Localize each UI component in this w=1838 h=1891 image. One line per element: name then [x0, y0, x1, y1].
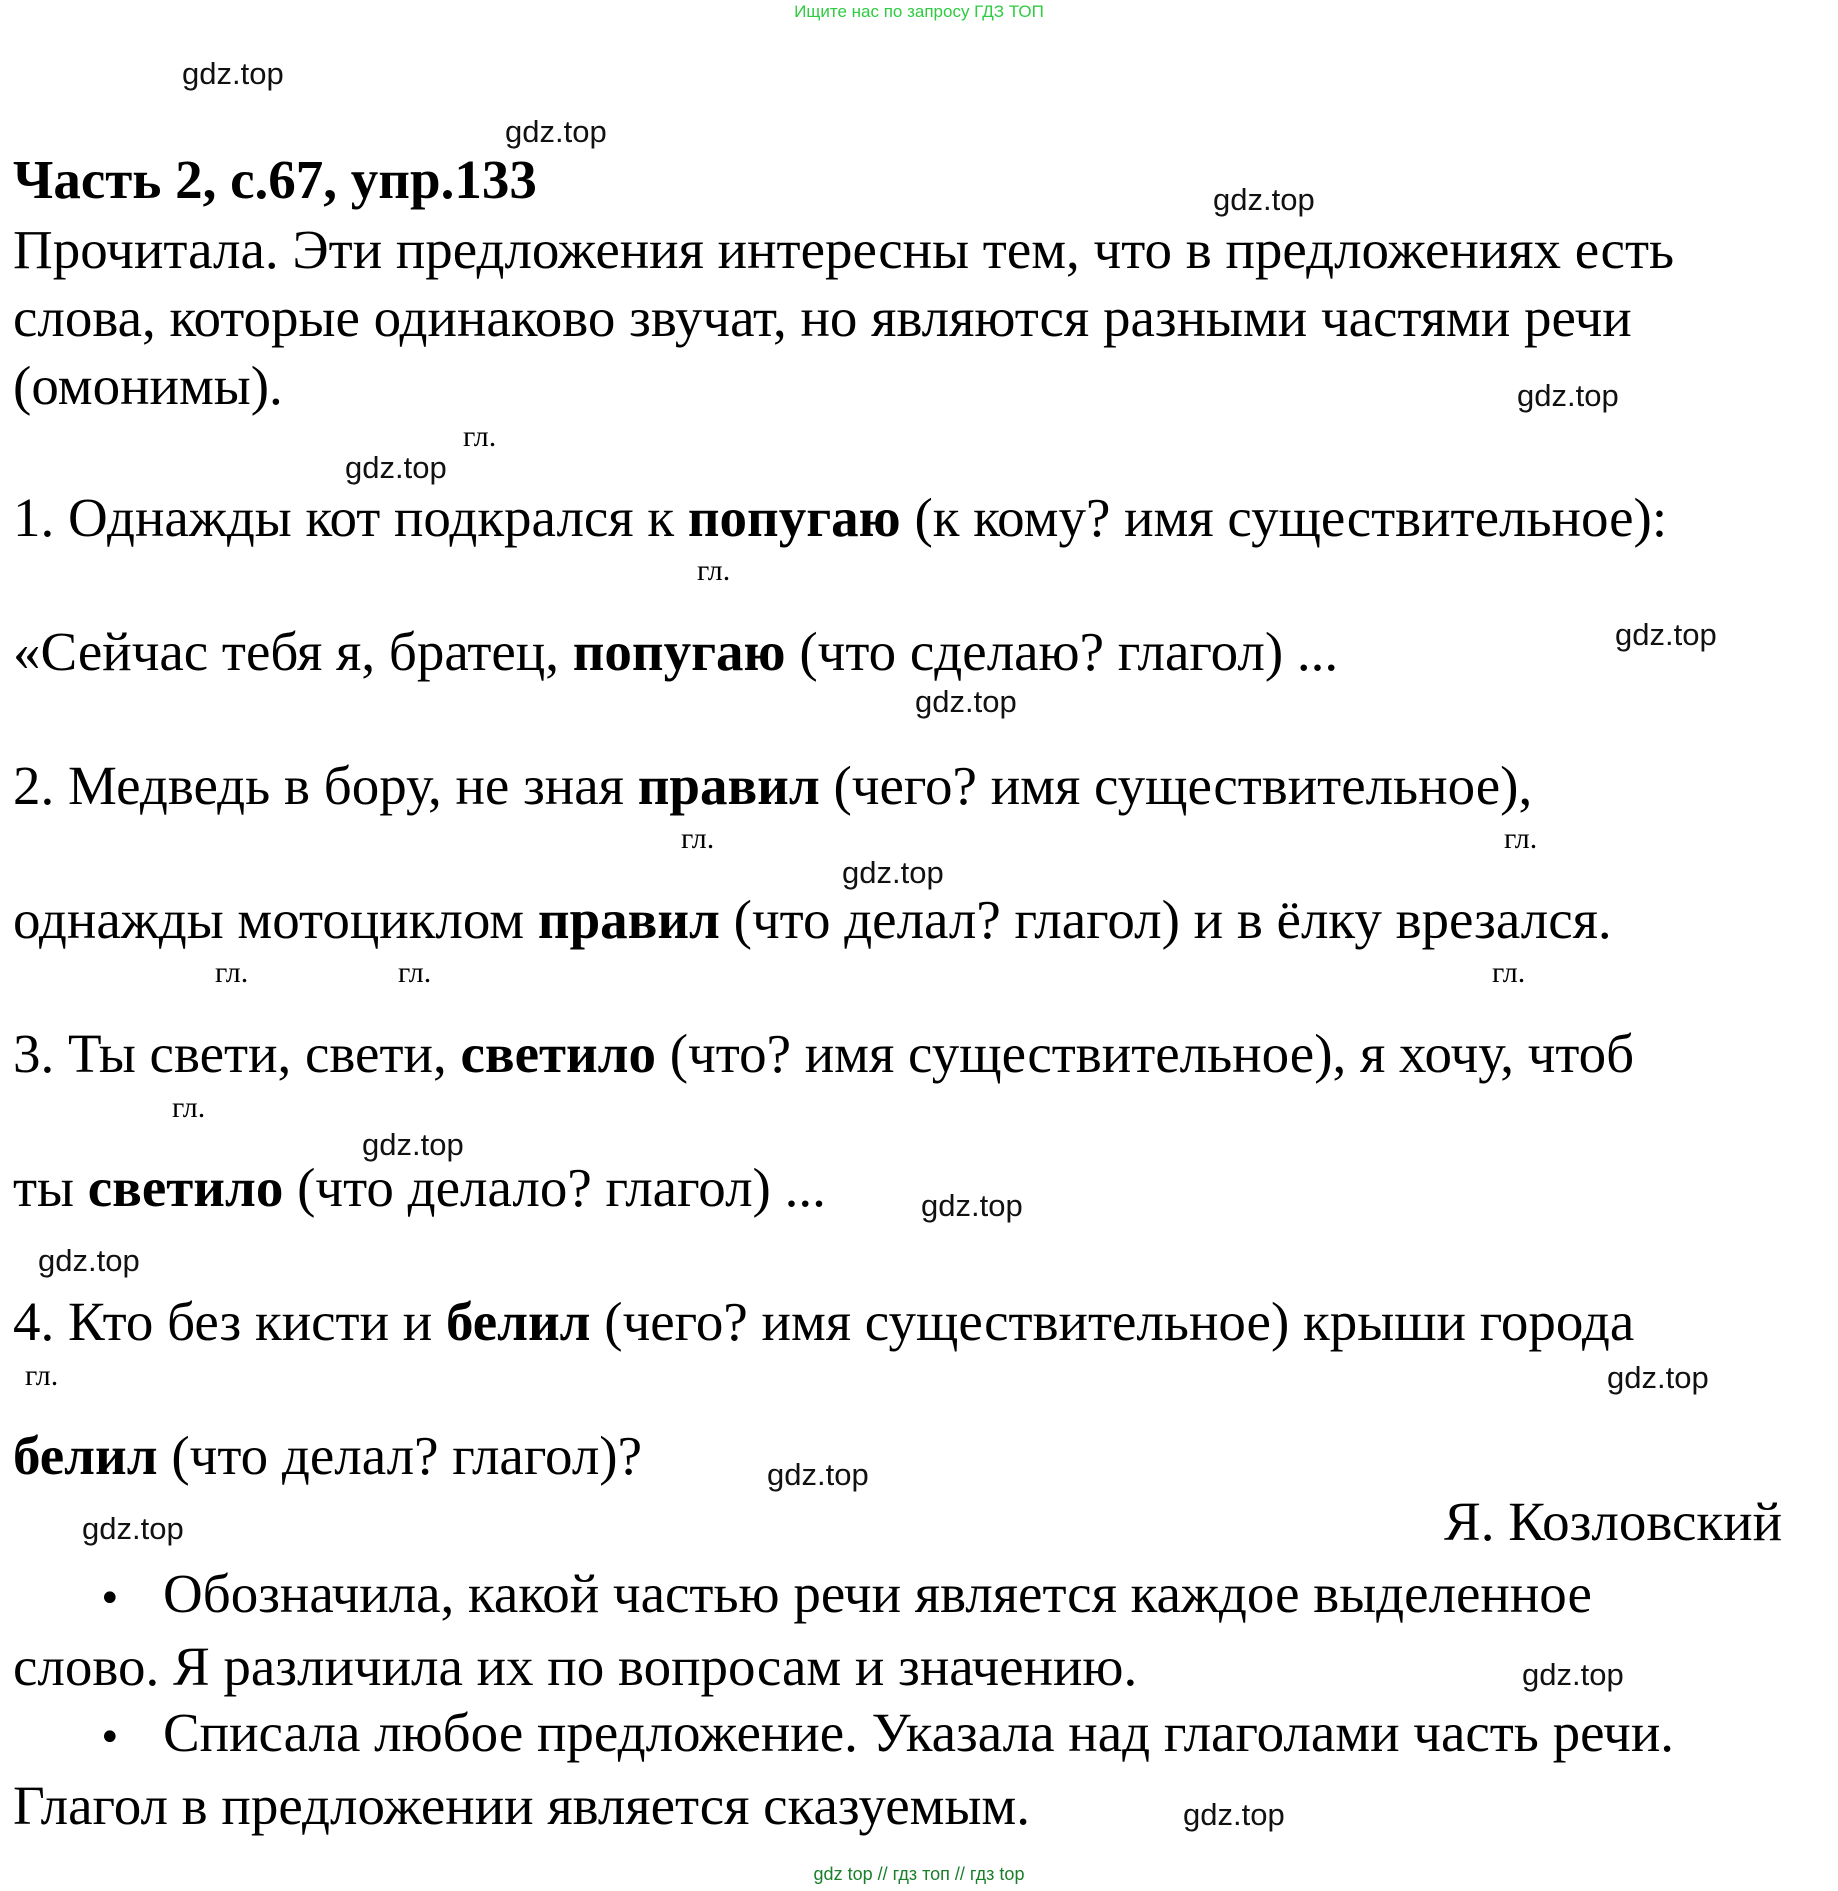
- verb-mark: гл.: [398, 956, 432, 989]
- watermark: gdz.top: [842, 855, 944, 890]
- sentence-line-5: [13, 1022, 1634, 1085]
- line-text: 1. Однажды кот подкрался к: [13, 487, 688, 548]
- line-text: (что делал? глагол) и в ёлку врезался.: [719, 889, 1612, 950]
- line-text: (чего? имя существительное),: [819, 755, 1533, 816]
- bullet-item-2: [13, 1699, 1823, 1840]
- highlighted-word: белил: [445, 1291, 591, 1352]
- bullet-text: Списала любое предложение. Указала над глаголами часть речи.: [163, 1702, 1675, 1763]
- highlighted-word: светило: [460, 1023, 657, 1084]
- bullet-icon: •: [98, 1576, 122, 1622]
- bullet-item-1: [13, 1560, 1823, 1701]
- watermark: gdz.top: [505, 114, 607, 149]
- line-text: (к кому? имя существительное):: [900, 487, 1668, 548]
- watermark: gdz.top: [1607, 1360, 1709, 1395]
- watermark: gdz.top: [1517, 378, 1619, 413]
- exercise-title: Часть 2, с.67, упр.133: [13, 149, 537, 210]
- sentence-line-8: [13, 1424, 642, 1487]
- verb-mark: гл.: [215, 956, 249, 989]
- watermark: gdz.top: [921, 1188, 1023, 1223]
- sentence-line-1: [13, 486, 1667, 549]
- line-text: (что? имя существительное), я хочу, чтоб: [656, 1023, 1635, 1084]
- watermark: gdz.top: [767, 1457, 869, 1492]
- verb-mark: гл.: [463, 420, 497, 453]
- verb-mark: гл.: [25, 1359, 59, 1392]
- highlighted-word: попугаю: [572, 621, 786, 682]
- highlighted-word: светило: [87, 1157, 284, 1218]
- watermark: gdz.top: [82, 1511, 184, 1546]
- verb-mark: гл.: [697, 554, 731, 587]
- sentence-line-4: [13, 888, 1612, 951]
- line-text: «Сейчас тебя я, братец,: [13, 621, 573, 682]
- watermark: gdz.top: [1522, 1657, 1624, 1692]
- watermark: gdz.top: [345, 450, 447, 485]
- sentence-line-2: [13, 620, 1338, 683]
- highlighted-word: правил: [637, 755, 820, 816]
- verb-mark: гл.: [681, 822, 715, 855]
- intro-paragraph: Прочитала. Эти предложения интересны тем, что в предложениях есть слова, которые одинаково звучат, но являются разными частями речи (омонимы).: [13, 219, 1675, 416]
- verb-mark: гл.: [172, 1091, 206, 1124]
- poem-author: Я. Козловский: [1444, 1491, 1782, 1552]
- sentence-line-7: [13, 1290, 1634, 1353]
- watermark: gdz.top: [362, 1127, 464, 1162]
- watermark: gdz.top: [1615, 617, 1717, 652]
- line-text: 4. Кто без кисти и: [13, 1291, 446, 1352]
- line-text: (что сделаю? глагол) ...: [785, 621, 1339, 682]
- highlighted-word: белил: [13, 1425, 158, 1486]
- line-text: (что делало? глагол) ...: [283, 1157, 826, 1218]
- verb-mark: гл.: [1504, 822, 1538, 855]
- watermark: gdz.top: [1183, 1797, 1285, 1832]
- footer-links[interactable]: gdz top // гдз топ // гдз top: [813, 1864, 1025, 1884]
- watermark: gdz.top: [38, 1243, 140, 1278]
- line-text: однажды мотоциклом: [13, 889, 538, 950]
- sentence-line-6: [13, 1156, 826, 1219]
- verb-mark: гл.: [1492, 956, 1526, 989]
- line-text: ты: [13, 1157, 88, 1218]
- bullet-icon: •: [98, 1715, 122, 1761]
- watermark: gdz.top: [1213, 182, 1315, 217]
- highlighted-word: правил: [537, 889, 720, 950]
- sentence-line-3: [13, 754, 1532, 817]
- highlighted-word: попугаю: [687, 487, 901, 548]
- line-text: 2. Медведь в бору, не зная: [13, 755, 638, 816]
- line-text: 3. Ты свети, свети,: [13, 1023, 461, 1084]
- bullet-text-continued: слово. Я различила их по вопросам и значению.: [13, 1636, 1138, 1697]
- watermark: gdz.top: [182, 56, 284, 91]
- bullet-text-continued: Глагол в предложении является сказуемым.: [13, 1775, 1030, 1836]
- watermark: gdz.top: [915, 684, 1017, 719]
- bullet-text: Обозначила, какой частью речи является каждое выделенное: [163, 1563, 1592, 1624]
- line-text: (что делал? глагол)?: [157, 1425, 642, 1486]
- line-text: (чего? имя существительное) крыши города: [590, 1291, 1635, 1352]
- search-banner: Ищите нас по запросу ГДЗ ТОП: [794, 2, 1044, 21]
